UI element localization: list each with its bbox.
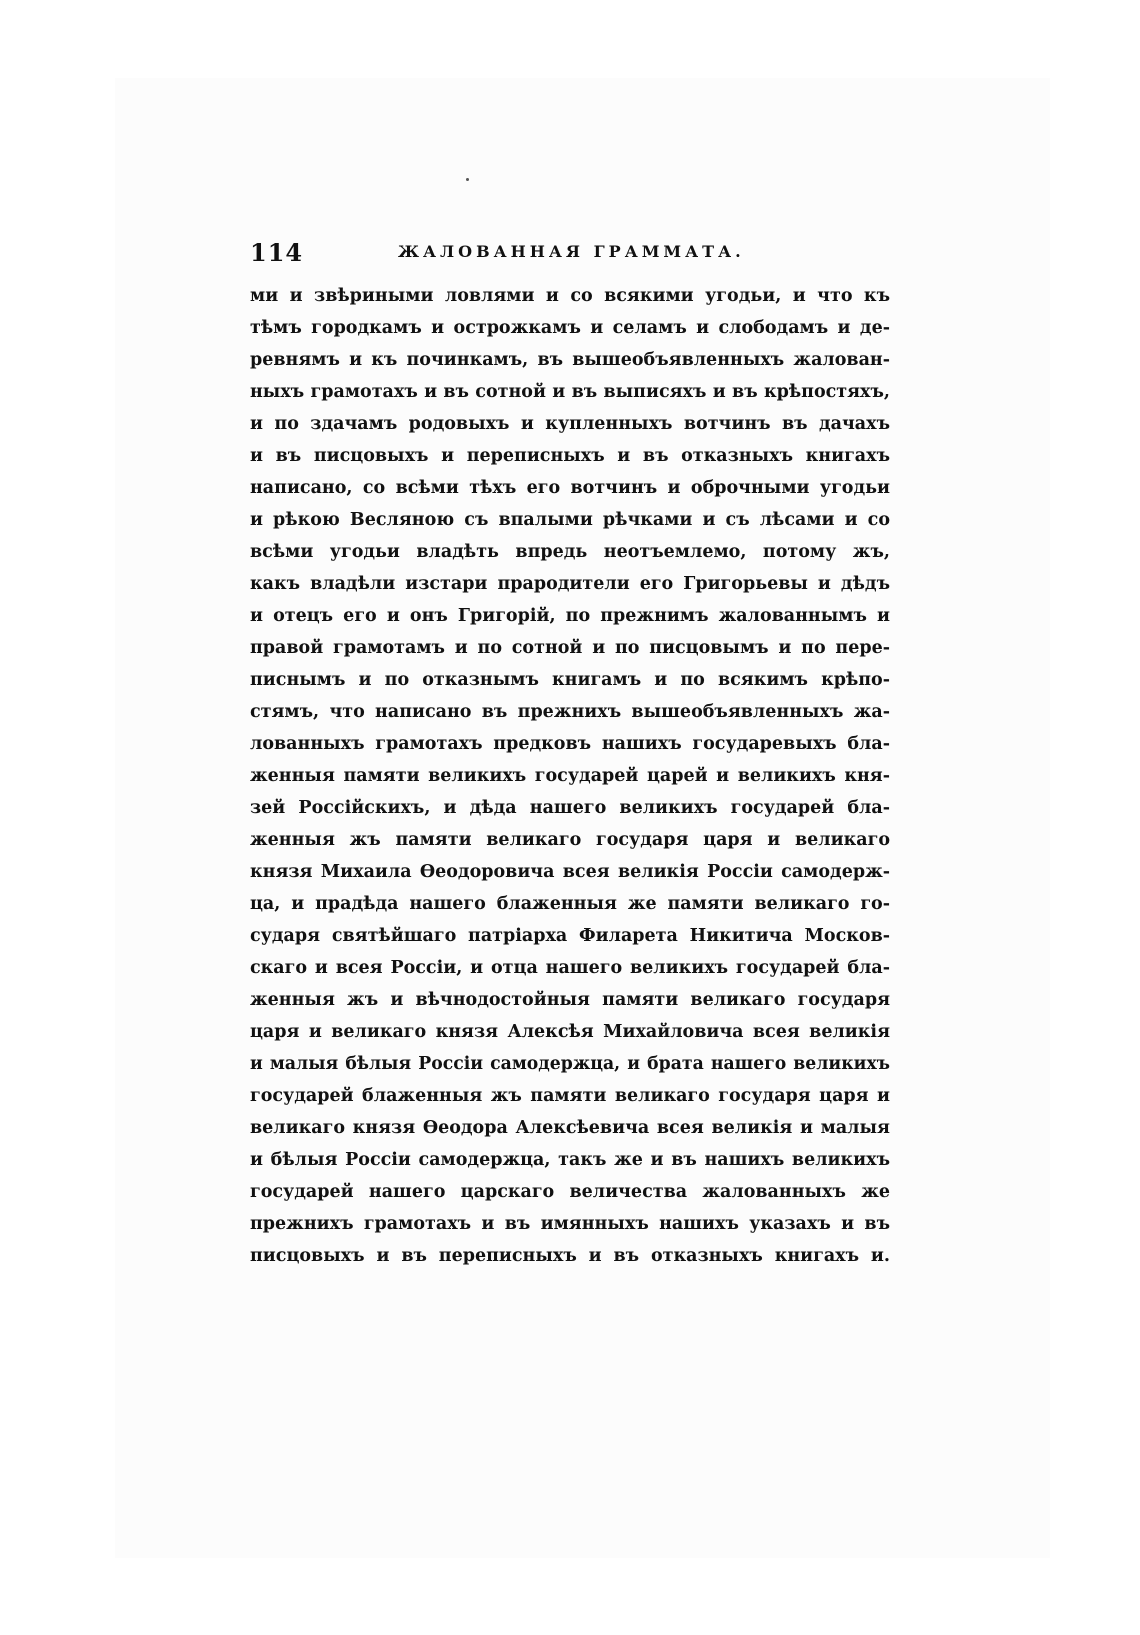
text-line: и отецъ его и онъ Григорій, по прежнимъ жалованнымъ и xyxy=(250,606,890,626)
text-line: правой грамотамъ и по сотной и по писцовымъ и по пере- xyxy=(250,638,890,658)
text-line: и бѣлыя Россіи самодержца, такъ же и въ нашихъ великихъ xyxy=(250,1150,890,1170)
text-line: написано, со всѣми тѣхъ его вотчинъ и оброчными угодьи xyxy=(250,478,890,498)
text-line: стямъ, что написано въ прежнихъ вышеобъявленныхъ жа- xyxy=(250,702,890,722)
text-line: всѣми угодьи владѣть впредь неотъемлемо, потому жъ, xyxy=(250,542,890,562)
text-line: ныхъ грамотахъ и въ сотной и въ выписяхъ и въ крѣпостяхъ, xyxy=(250,382,890,402)
text-line: тѣмъ городкамъ и острожкамъ и селамъ и слободамъ и де- xyxy=(250,318,890,338)
text-line: женныя жъ и вѣчнодостойныя памяти великаго государя xyxy=(250,990,890,1010)
speck-mark xyxy=(466,178,469,181)
text-line: какъ владѣли изстари прародители его Григорьевы и дѣдъ xyxy=(250,574,890,594)
text-line: сударя святѣйшаго патріарха Филарета Никитича Москов- xyxy=(250,926,890,946)
running-title: ЖАЛОВАННАЯ ГРАММАТА. xyxy=(398,242,745,261)
text-line: ми и звѣриными ловлями и со всякими угодьи, и что къ xyxy=(250,286,890,306)
text-line: государей нашего царскаго величества жалованныхъ же xyxy=(250,1182,890,1202)
text-line: скаго и всея Россіи, и отца нашего великихъ государей бла- xyxy=(250,958,890,978)
text-line: женныя памяти великихъ государей царей и великихъ кня- xyxy=(250,766,890,786)
text-line: и въ писцовыхъ и переписныхъ и въ отказныхъ книгахъ xyxy=(250,446,890,466)
text-line: писнымъ и по отказнымъ книгамъ и по всякимъ крѣпо- xyxy=(250,670,890,690)
text-line: ца, и прадѣда нашего блаженныя же памяти великаго го- xyxy=(250,894,890,914)
text-line: ревнямъ и къ починкамъ, въ вышеобъявленныхъ жалован- xyxy=(250,350,890,370)
text-line: женныя жъ памяти великаго государя царя и великаго xyxy=(250,830,890,850)
text-line: и малыя бѣлыя Россіи самодержца, и брата нашего великихъ xyxy=(250,1054,890,1074)
page-header xyxy=(250,238,890,272)
page-number: 114 xyxy=(250,238,304,267)
text-line: и по здачамъ родовыхъ и купленныхъ вотчинъ въ дачахъ xyxy=(250,414,890,434)
text-line: лованныхъ грамотахъ предковъ нашихъ государевыхъ бла- xyxy=(250,734,890,754)
text-line: писцовыхъ и въ переписныхъ и въ отказныхъ книгахъ и. xyxy=(250,1246,890,1266)
text-line: прежнихъ грамотахъ и въ имянныхъ нашихъ указахъ и въ xyxy=(250,1214,890,1234)
text-line: и рѣкою Весляною съ впалыми рѣчками и съ лѣсами и со xyxy=(250,510,890,530)
text-line: зей Россійскихъ, и дѣда нашего великихъ государей бла- xyxy=(250,798,890,818)
text-line: великаго князя Ѳеодора Алексѣевича всея великія и малыя xyxy=(250,1118,890,1138)
text-line: князя Михаила Ѳеодоровича всея великія Россіи самодерж- xyxy=(250,862,890,882)
body-text xyxy=(250,280,890,1272)
text-line: государей блаженныя жъ памяти великаго государя царя и xyxy=(250,1086,890,1106)
text-line: царя и великаго князя Алексѣя Михайловича всея великія xyxy=(250,1022,890,1042)
